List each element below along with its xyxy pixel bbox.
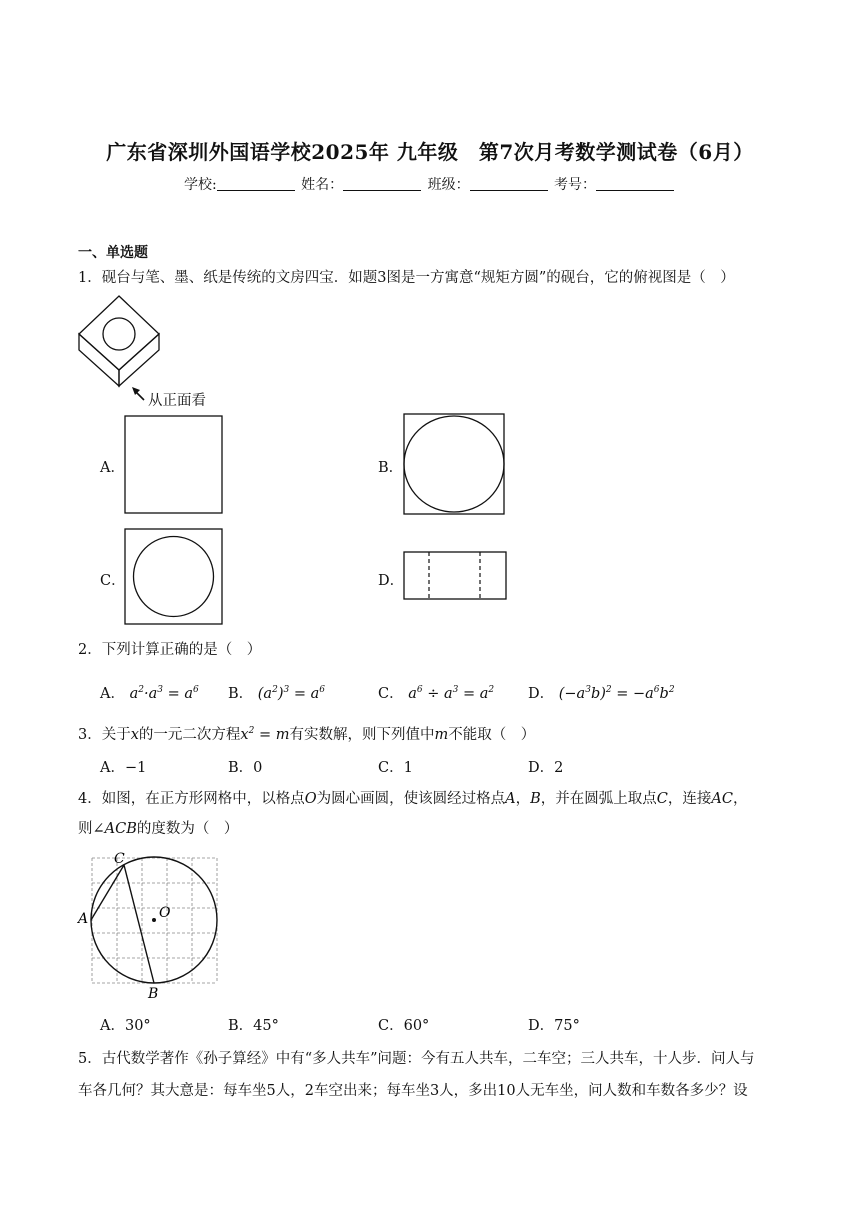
school-label: 学校: xyxy=(183,177,217,193)
name-label: 姓名： xyxy=(301,177,344,193)
q4-option-c[interactable]: C．60° xyxy=(378,1018,430,1034)
q1-option-c-label[interactable]: C． xyxy=(100,573,126,589)
q3-option-a[interactable]: A．−1 xyxy=(100,760,147,776)
q1-option-b-figure xyxy=(403,413,505,515)
q1-option-b-label[interactable]: B． xyxy=(378,460,404,476)
q4-text-3: ， xyxy=(515,791,531,807)
q4-point-o: O xyxy=(304,791,317,807)
view-direction-label: 从正面看 xyxy=(148,393,206,409)
q1-option-d-label[interactable]: D． xyxy=(378,573,405,589)
q3-var-m: m xyxy=(434,726,449,743)
q4-text-7: 则∠ xyxy=(78,821,105,837)
q4-text-6: ， xyxy=(732,791,748,807)
q3-option-c[interactable]: C．1 xyxy=(378,760,413,776)
q4-label-a: A xyxy=(78,911,89,927)
q3-var-x: x xyxy=(130,726,139,743)
q4-circle-grid-figure xyxy=(76,848,226,1004)
q4-point-c: C xyxy=(656,791,668,807)
q2-option-d-label: D． xyxy=(528,686,555,702)
q2-option-b-expr: $(a^2)^3 = a^6$ xyxy=(257,685,325,702)
school-blank[interactable] xyxy=(217,176,295,191)
q4-text-8: 的度数为（ ） xyxy=(136,821,239,837)
question-5-line-1: 5．古代数学著作《孙子算经》中有“多人共车”问题：今有五人共车，二车空；三人共车，十人步．问人与 xyxy=(78,1051,755,1067)
q4-text-4: ，并在圆弧上取点 xyxy=(540,791,657,807)
q3-text-2: 的一元二次方程 xyxy=(138,726,241,743)
q4-segment-ca xyxy=(91,865,124,920)
q4-text-2: 为圆心画圆，使该圆经过格点 xyxy=(316,791,506,807)
number-label: 考号： xyxy=(554,177,597,193)
q1-option-c-figure xyxy=(124,528,224,626)
q4-label-b: B xyxy=(148,986,159,1002)
q4-text-5: ，连接 xyxy=(667,791,712,807)
q4-text-1: 4．如图，在正方形网格中，以格点 xyxy=(78,791,305,807)
q4-option-a[interactable]: A．30° xyxy=(100,1018,151,1034)
q1-option-a-label[interactable]: A． xyxy=(100,460,125,476)
q2-option-d-expr: $(-a^3b)^2 = -a^6b^2$ xyxy=(558,685,675,702)
q2-option-b-label: B． xyxy=(228,686,254,702)
section-heading: 一、单选题 xyxy=(78,245,148,261)
class-label: 班级： xyxy=(427,177,470,193)
q3-text-4: 不能取（ ） xyxy=(448,726,536,743)
q2-option-c[interactable] xyxy=(378,682,494,703)
number-blank[interactable] xyxy=(596,176,674,191)
q3-option-b[interactable]: B．0 xyxy=(228,760,263,776)
class-blank[interactable] xyxy=(470,176,548,191)
q2-option-a-label: A． xyxy=(100,686,125,702)
q3-text-3: 有实数解，则下列值中 xyxy=(289,726,435,743)
q2-option-a-expr: $a^2\cdot a^3 = a^6$ xyxy=(129,685,199,702)
q2-option-c-expr: $a^6 \div a^3 = a^2$ xyxy=(408,685,495,702)
q2-option-d[interactable] xyxy=(528,682,675,703)
q4-segment-ac: AC xyxy=(711,791,733,807)
question-5-line-2: 车各几何？其大意是：每车坐5人，2车空出来；每车坐3人，多出10人无车坐，问人数和车数各多少？设 xyxy=(78,1083,748,1099)
q4-option-d[interactable]: D．75° xyxy=(528,1018,580,1034)
q4-label-o: O xyxy=(159,905,171,921)
name-blank[interactable] xyxy=(343,176,421,191)
page-title: 广东省深圳外国语学校2025年 九年级 第7次月考数学测试卷（6月） xyxy=(106,140,754,164)
q2-option-a[interactable] xyxy=(100,682,199,703)
q4-angle-acb: ACB xyxy=(104,821,137,837)
student-info-line xyxy=(0,174,860,194)
question-4-line-2 xyxy=(78,815,238,843)
q4-label-c: C xyxy=(114,851,125,867)
question-3-stem xyxy=(78,717,535,749)
q4-point-b: B xyxy=(530,791,541,807)
question-2-stem: 2．下列计算正确的是（ ） xyxy=(78,642,262,658)
q2-option-c-label: C． xyxy=(378,686,404,702)
q4-option-b[interactable]: B．45° xyxy=(228,1018,279,1034)
q3-option-d[interactable]: D．2 xyxy=(528,760,564,776)
question-1-stem: 1．砚台与笔、墨、纸是传统的文房四宝．如题3图是一方寓意“规矩方圆”的砚台，它的俯视图是（ ） xyxy=(78,270,735,286)
q1-option-a-figure xyxy=(124,415,224,515)
q4-point-a: A xyxy=(505,791,516,807)
q3-text-1: 3．关于 xyxy=(78,726,131,743)
q4-center-dot xyxy=(152,918,156,922)
question-4-line-1 xyxy=(78,785,747,813)
q1-option-d-figure xyxy=(403,551,507,601)
q2-option-b[interactable] xyxy=(228,682,325,703)
q3-equation: $x^2 = m$ xyxy=(240,726,290,743)
